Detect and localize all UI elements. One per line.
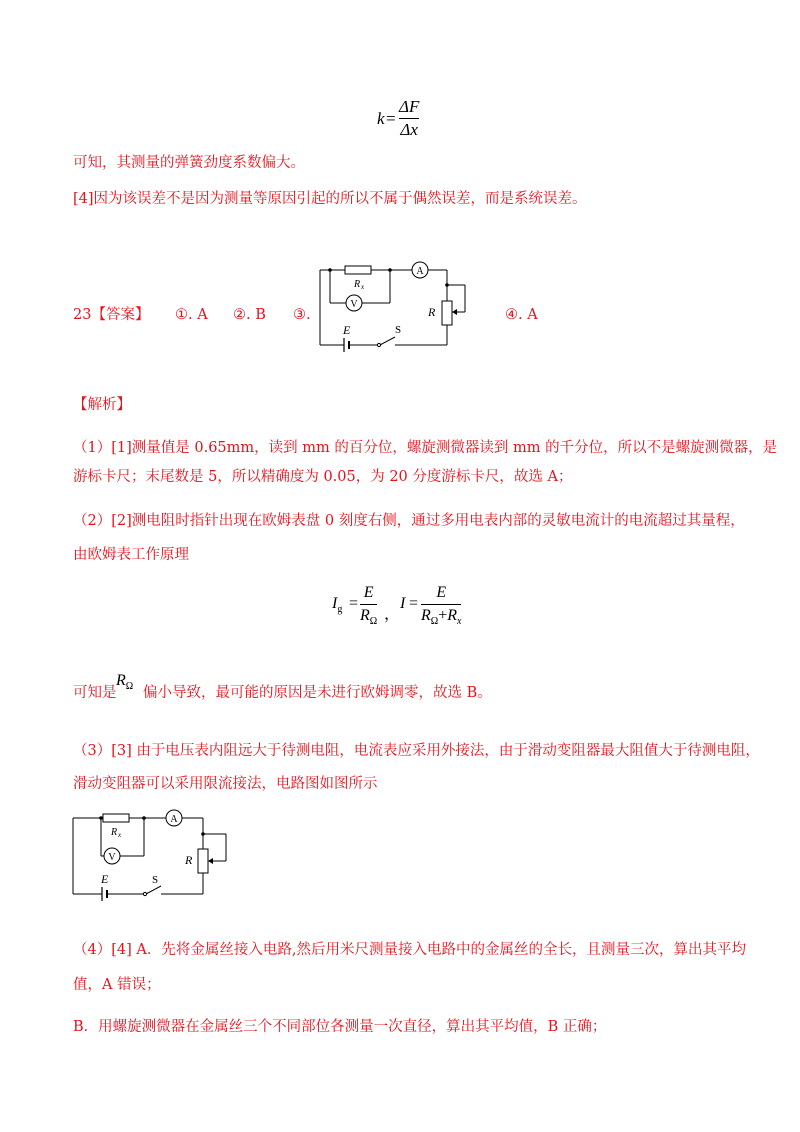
formula-i: I <box>400 595 406 612</box>
formula-num-e: E <box>363 584 374 601</box>
q23-answer-3: ③. <box>293 307 311 323</box>
text-line: （4）[4] A．先将金属丝接入电路,然后用米尺测量接入电路中的金属丝的全长，且测量三次，算出其平均 <box>73 942 746 958</box>
ammeter-label: A <box>416 266 424 277</box>
text-line: 偏小导致，最可能的原因是未进行欧姆调零，故选 B。 <box>143 685 492 701</box>
text-line: （3）[3] 由于电压表内阻远大于待测电阻，电流表应采用外接法，由于滑动变阻器最大阻值大于待测电阻， <box>73 743 760 759</box>
resistor-rx-subscript: x <box>361 283 365 291</box>
q23-answer-2: ②. B <box>233 307 266 323</box>
text-line: B．用螺旋测微器在金属丝三个不同部位各测量一次直径，算出其平均值，B 正确； <box>73 1019 607 1035</box>
q23-answer-1: ①. A <box>175 307 208 323</box>
formula-k <box>377 97 437 145</box>
formula-den-sum: $R_\Omega+R_x$ <box>421 607 462 628</box>
formula-i-fraction <box>421 583 461 632</box>
rheostat-label: R <box>428 305 436 319</box>
formula-k-fraction <box>399 97 419 140</box>
text-line: 游标卡尺；末尾数是 5，所以精确度为 0.05，为 20 分度游标卡尺，故选 A； <box>73 469 573 485</box>
formula-k-eq: = <box>386 109 396 128</box>
formula-comma: ， <box>384 606 401 623</box>
formula-ig: $I_g$ <box>332 595 343 616</box>
voltmeter-label: V <box>108 852 116 863</box>
formula-eq-2: = <box>409 595 419 612</box>
formula-ig-fraction <box>360 583 377 632</box>
text-line: 由欧姆表工作原理 <box>73 547 189 563</box>
fraction-bar <box>421 604 461 605</box>
formula-k-num: ΔF <box>399 97 420 116</box>
q23-label: 23【答案】 <box>73 307 150 323</box>
circuit-diagram-solution <box>68 804 236 902</box>
resistor-rx-label: R <box>354 279 361 290</box>
formula-den-r-omega: $R_\Omega$ <box>360 607 378 628</box>
text-line: 值，A 错误； <box>73 977 161 993</box>
ammeter-label: A <box>170 814 178 825</box>
fraction-bar <box>360 604 377 605</box>
battery-label: E <box>343 323 351 337</box>
q23-answer-4: ④. A <box>505 307 538 323</box>
switch-label: S <box>395 324 402 336</box>
rheostat-label: R <box>185 853 193 867</box>
formula-k-lhs: k <box>377 109 385 128</box>
fraction-bar <box>399 118 419 119</box>
formula-eq: = <box>349 595 359 612</box>
text-line: （2）[2]测电阻时指针出现在欧姆表盘 0 刻度右侧，通过多用电表内部的灵敏电流计的电流超过其量程， <box>73 513 745 529</box>
formula-k-den: Δx <box>400 120 418 139</box>
battery-label: E <box>101 872 109 886</box>
formula-ohmmeter <box>332 583 482 635</box>
text-line: [4]因为该误差不是因为测量等原因引起的所以不属于偶然误差，而是系统误差。 <box>73 191 587 207</box>
circuit-diagram-answer <box>315 258 475 356</box>
formula-num-e-2: E <box>436 584 447 601</box>
resistor-rx-label: R <box>111 827 118 838</box>
voltmeter-label: V <box>350 299 358 310</box>
analysis-heading: 【解析】 <box>73 397 131 413</box>
resistor-rx-subscript: x <box>118 831 122 839</box>
text-line: （1）[1]测量值是 0.65mm，读到 mm 的百分位，螺旋测微器读到 mm 的千分位，所以不是螺旋测微器，是 <box>73 440 778 456</box>
text-line: 滑动变阻器可以采用限流接法，电路图如图所示 <box>73 776 378 792</box>
switch-label: S <box>152 874 159 886</box>
text-line: 可知，其测量的弹簧劲度系数偏大。 <box>73 155 305 171</box>
